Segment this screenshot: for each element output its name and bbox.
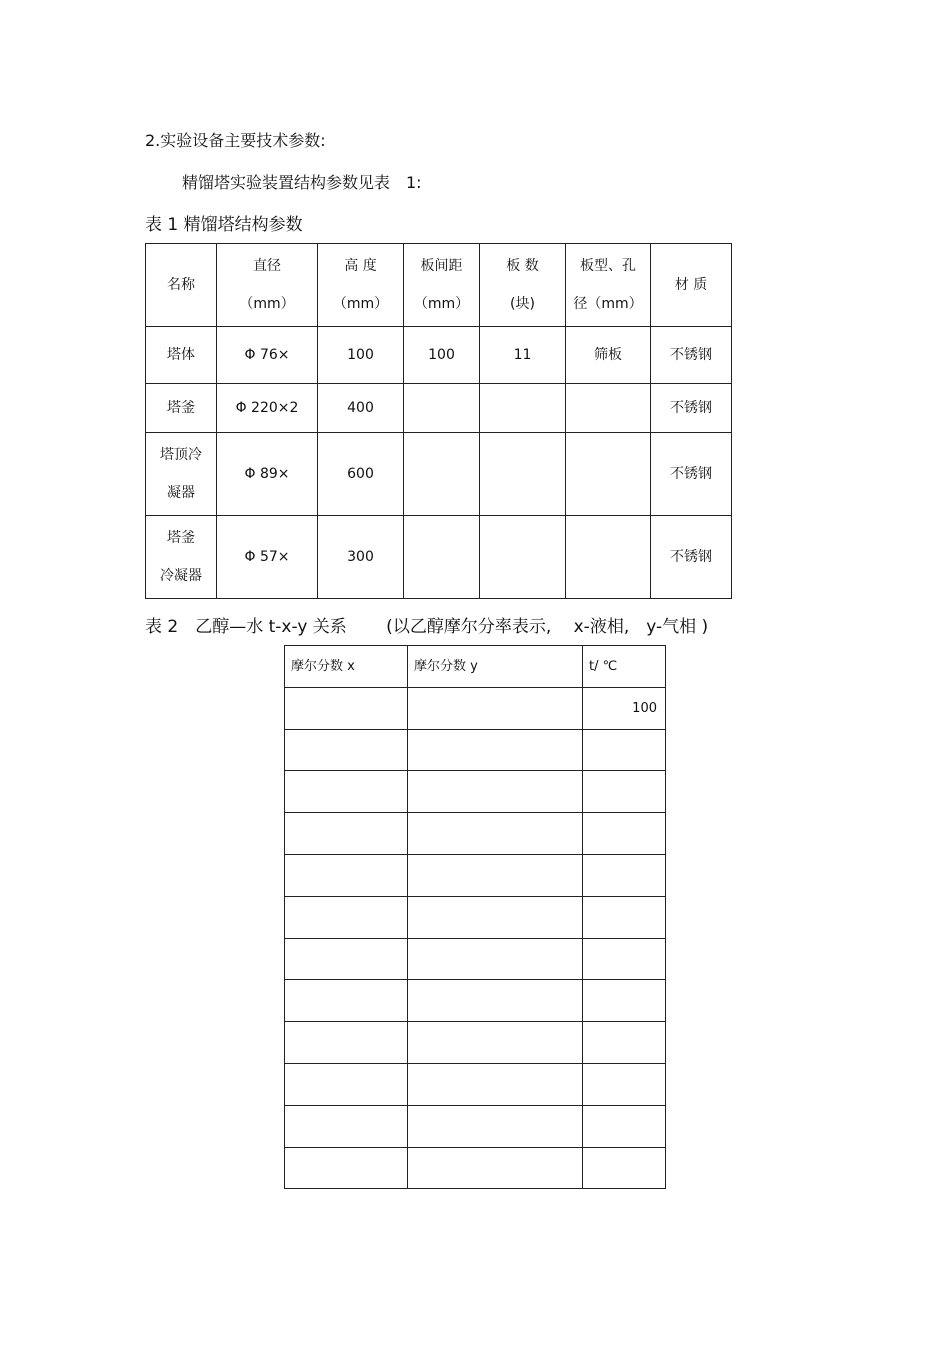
cell-temperature xyxy=(583,854,666,896)
cell-temperature xyxy=(583,1105,666,1147)
cell-spacing xyxy=(404,384,480,433)
cell-temperature xyxy=(583,980,666,1022)
cell-y xyxy=(408,1022,583,1064)
cell-y xyxy=(408,1063,583,1105)
cell-y xyxy=(408,938,583,980)
table-row xyxy=(285,896,666,938)
table-row xyxy=(285,1022,666,1064)
cell-y xyxy=(408,687,583,729)
cell-y xyxy=(408,1147,583,1189)
cell-plates xyxy=(480,384,566,433)
cell-name: 塔釜 xyxy=(146,384,217,433)
cell-type xyxy=(566,433,651,516)
table-row xyxy=(285,980,666,1022)
cell-temperature xyxy=(583,1063,666,1105)
cell-height: 100 xyxy=(318,327,404,384)
cell-type xyxy=(566,384,651,433)
cell-spacing: 100 xyxy=(404,327,480,384)
table-row xyxy=(285,1105,666,1147)
cell-x xyxy=(285,771,408,813)
table-row xyxy=(146,384,732,433)
cell-material: 不锈钢 xyxy=(651,516,732,599)
cell-y xyxy=(408,854,583,896)
cell-diameter: Φ 76× xyxy=(217,327,318,384)
table-row xyxy=(285,854,666,896)
cell-temperature xyxy=(583,1022,666,1064)
cell-temperature xyxy=(583,729,666,771)
cell-x xyxy=(285,1105,408,1147)
cell-temperature xyxy=(583,813,666,855)
tower-parameters-table xyxy=(145,243,732,599)
cell-type xyxy=(566,516,651,599)
table-row xyxy=(285,687,666,729)
cell-material: 不锈钢 xyxy=(651,327,732,384)
header-material: 材 质 xyxy=(651,244,732,327)
table1-caption: 表 1 精馏塔结构参数 xyxy=(145,215,303,235)
cell-y xyxy=(408,980,583,1022)
intro-paragraph: 精馏塔实验装置结构参数见表 1: xyxy=(182,173,422,192)
cell-diameter: Φ 57× xyxy=(217,516,318,599)
cell-y xyxy=(408,813,583,855)
table-row xyxy=(285,729,666,771)
cell-type: 筛板 xyxy=(566,327,651,384)
table-row xyxy=(285,1063,666,1105)
header-height: 高 度 （mm） xyxy=(318,244,404,327)
table-row xyxy=(285,771,666,813)
cell-x xyxy=(285,729,408,771)
cell-y xyxy=(408,771,583,813)
header-plate-count: 板 数 (块) xyxy=(480,244,566,327)
cell-y xyxy=(408,729,583,771)
cell-diameter: Φ 89× xyxy=(217,433,318,516)
header-y: 摩尔分数 y xyxy=(408,646,583,688)
table-row xyxy=(146,516,732,599)
cell-temperature xyxy=(583,1147,666,1189)
cell-y xyxy=(408,1105,583,1147)
cell-x xyxy=(285,813,408,855)
cell-x xyxy=(285,1063,408,1105)
section-heading: 2.实验设备主要技术参数: xyxy=(145,131,326,150)
cell-temperature xyxy=(583,771,666,813)
table2-header-row xyxy=(285,646,666,688)
cell-x xyxy=(285,938,408,980)
cell-plates xyxy=(480,433,566,516)
table1-header-row xyxy=(146,244,732,327)
cell-height: 300 xyxy=(318,516,404,599)
cell-name: 塔体 xyxy=(146,327,217,384)
cell-temperature: 100 xyxy=(583,687,666,729)
header-plate-spacing: 板间距 （mm） xyxy=(404,244,480,327)
header-temperature: t/ ℃ xyxy=(583,646,666,688)
cell-x xyxy=(285,854,408,896)
header-name: 名称 xyxy=(146,244,217,327)
cell-name: 塔釜 冷凝器 xyxy=(146,516,217,599)
cell-x xyxy=(285,980,408,1022)
table2-caption: 表 2 乙醇—水 t-x-y 关系 (以乙醇摩尔分率表示, x-液相, y-气相 ) xyxy=(145,617,709,637)
header-plate-type: 板型、孔 径（mm） xyxy=(566,244,651,327)
table-row xyxy=(146,433,732,516)
cell-x xyxy=(285,687,408,729)
header-diameter: 直径 （mm） xyxy=(217,244,318,327)
cell-x xyxy=(285,1147,408,1189)
cell-x xyxy=(285,896,408,938)
cell-height: 600 xyxy=(318,433,404,516)
table-row xyxy=(285,938,666,980)
cell-temperature xyxy=(583,938,666,980)
cell-diameter: Φ 220×2 xyxy=(217,384,318,433)
cell-plates xyxy=(480,516,566,599)
cell-spacing xyxy=(404,516,480,599)
cell-material: 不锈钢 xyxy=(651,384,732,433)
cell-material: 不锈钢 xyxy=(651,433,732,516)
cell-x xyxy=(285,1022,408,1064)
table-row xyxy=(285,813,666,855)
cell-y xyxy=(408,896,583,938)
cell-height: 400 xyxy=(318,384,404,433)
cell-temperature xyxy=(583,896,666,938)
table-row xyxy=(285,1147,666,1189)
header-x: 摩尔分数 x xyxy=(285,646,408,688)
cell-spacing xyxy=(404,433,480,516)
cell-name: 塔顶冷 凝器 xyxy=(146,433,217,516)
table-row xyxy=(146,327,732,384)
cell-plates: 11 xyxy=(480,327,566,384)
ethanol-water-txy-table xyxy=(284,645,666,1189)
